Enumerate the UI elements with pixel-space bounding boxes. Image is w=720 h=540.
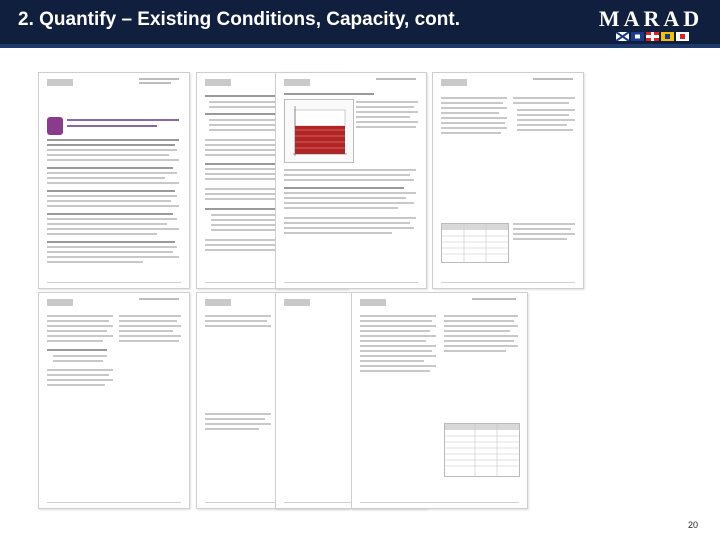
document-page-thumbnail [38, 72, 190, 289]
page-logo [47, 79, 73, 86]
logo-text: MARAD [598, 6, 704, 31]
slide-title: 2. Quantify – Existing Conditions, Capacity, cont. [18, 9, 460, 30]
marad-logo [590, 6, 712, 44]
document-page-thumbnail [351, 292, 528, 509]
header-accent-band [0, 44, 720, 48]
slide-page-number: 20 [687, 520, 698, 530]
slide-header [0, 0, 720, 48]
table-thumbnail [444, 423, 520, 477]
document-page-thumbnail [432, 72, 584, 289]
appendix-chip [47, 117, 63, 135]
document-page-thumbnail [38, 292, 190, 509]
signal-flags-icon [616, 32, 689, 41]
document-page-thumbnail [275, 72, 427, 289]
chart-thumbnail [284, 99, 354, 163]
table-thumbnail [441, 223, 509, 263]
